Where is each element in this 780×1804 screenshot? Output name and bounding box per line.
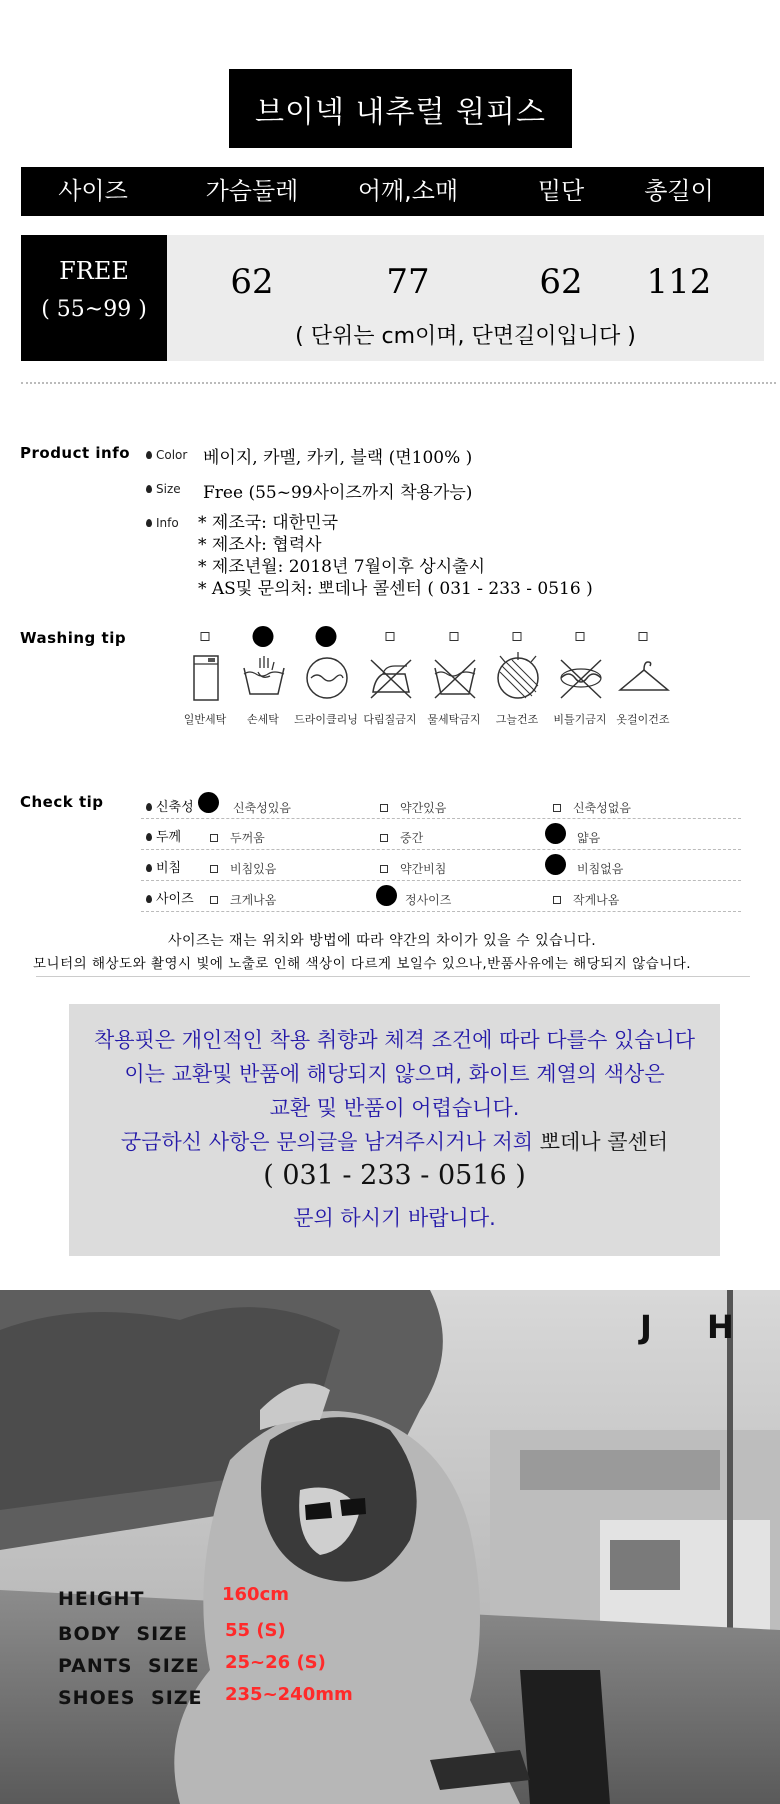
unchecked-box (576, 632, 585, 641)
check-option: 두꺼움 (210, 829, 265, 846)
drop-icon (146, 519, 152, 527)
wash-label: 일반세탁 (183, 713, 227, 726)
unchecked-box (513, 632, 522, 641)
brand-mark: J H (640, 1308, 756, 1346)
check-key-sheerness: 비침 (146, 857, 181, 876)
unchecked-box (553, 804, 561, 812)
drop-icon (146, 803, 152, 811)
selected-dot (198, 792, 219, 813)
header-total-length: 총길이 (644, 177, 714, 205)
info-line-maker: * 제조사: 협력사 (198, 535, 322, 555)
size-values-row (21, 260, 764, 304)
wash-label: 다림질금지 (363, 713, 417, 726)
unchecked-box (553, 896, 561, 904)
hanger-dry-icon (618, 652, 670, 704)
notice-line-2: 이는 교환및 반품에 해당되지 않으며, 화이트 계열의 색상은 (124, 1062, 665, 1086)
check-tip-label: Check tip (20, 793, 104, 811)
check-key-thickness: 두께 (146, 826, 181, 845)
check-option: 크게나옴 (210, 891, 276, 908)
shade-dry-icon (492, 652, 544, 704)
wash-label: 비틀기금지 (553, 713, 607, 726)
info-key: Info (146, 516, 179, 530)
checked-dot (316, 626, 337, 647)
shoes-size-label: SHOES SIZE (58, 1687, 203, 1709)
unchecked-box (210, 896, 218, 904)
drop-icon (146, 833, 152, 841)
check-option: 비침없음 (577, 862, 624, 876)
selected-dot (376, 885, 397, 906)
wash-label: 물세탁금지 (427, 713, 481, 726)
size-range: ( 55~99 ) (41, 297, 147, 322)
body-size-label: BODY SIZE (58, 1623, 188, 1645)
check-option: 정사이즈 (405, 893, 452, 907)
product-title: 브이넥 내추럴 원피스 (229, 69, 572, 148)
row-divider (141, 880, 741, 881)
header-hem: 밑단 (537, 177, 585, 205)
color-value: 베이지, 카멜, 카키, 블랙 (면100% ) (203, 448, 473, 468)
size-name: FREE (59, 257, 129, 285)
unchecked-box (639, 632, 648, 641)
selected-dot (545, 854, 566, 875)
notice-box (69, 1004, 720, 1256)
size-value: Free (55~99사이즈까지 착용가능) (203, 483, 473, 503)
check-option: 약간있음 (380, 799, 446, 816)
note-divider (36, 976, 750, 977)
row-divider (141, 818, 741, 819)
notice-line-5: 문의 하시기 바랍니다. (293, 1206, 496, 1230)
info-line-country: * 제조국: 대한민국 (198, 513, 338, 533)
check-option: 신축성있음 (233, 801, 291, 815)
wash-label: 손세탁 (247, 713, 279, 726)
unchecked-box (450, 632, 459, 641)
drop-icon (146, 485, 152, 493)
check-option: 약간비침 (380, 860, 446, 877)
hand-wash-icon (238, 652, 290, 704)
info-line-as: * AS및 문의처: 뽀데나 콜센터 ( 031 - 233 - 0516 ) (198, 579, 593, 599)
no-wring-icon (555, 652, 607, 704)
check-option: 신축성없음 (553, 799, 631, 816)
unchecked-box (210, 834, 218, 842)
drop-icon (146, 864, 152, 872)
unchecked-box (380, 865, 388, 873)
info-line-date: * 제조년월: 2018년 7월이후 상시출시 (198, 557, 485, 577)
check-key-size: 사이즈 (146, 888, 194, 907)
size-note: 사이즈는 재는 위치와 방법에 따라 약간의 차이가 있을 수 있습니다. (168, 933, 597, 949)
washing-tip-label: Washing tip (20, 629, 127, 647)
wash-label: 그늘건조 (495, 713, 539, 726)
pants-size-label: PANTS SIZE (58, 1655, 200, 1677)
checked-dot (253, 626, 274, 647)
wash-label: 드라이클리닝 (294, 713, 358, 726)
unchecked-box (201, 632, 210, 641)
notice-line-3: 교환 및 반품이 어렵습니다. (269, 1096, 520, 1120)
color-key: Color (146, 448, 187, 462)
value-chest: 62 (230, 262, 274, 302)
wash-label: 옷걸이건조 (616, 713, 670, 726)
unit-note: ( 단위는 cm이며, 단면길이입니다 ) (295, 324, 636, 349)
no-iron-icon (365, 652, 417, 704)
header-chest: 가슴둘레 (205, 177, 299, 205)
height-label: HEIGHT (58, 1588, 145, 1610)
value-shoulder-sleeve: 77 (386, 262, 430, 302)
product-info-label: Product info (20, 444, 131, 462)
header-size: 사이즈 (58, 177, 128, 205)
dry-clean-icon (301, 652, 353, 704)
header-shoulder-sleeve: 어깨,소매 (357, 177, 459, 205)
height-value: 160cm (222, 1584, 289, 1605)
value-hem: 62 (539, 262, 583, 302)
row-divider (141, 911, 741, 912)
size-table-header (21, 167, 764, 216)
size-key: Size (146, 482, 181, 496)
check-option: 비침있음 (210, 860, 276, 877)
drop-icon (146, 895, 152, 903)
value-total-length: 112 (646, 262, 712, 302)
pants-size-value: 25~26 (S) (225, 1652, 326, 1673)
notice-line-1: 착용핏은 개인적인 착용 취향과 체격 조건에 따라 다를수 있습니다 (93, 1028, 696, 1052)
section-divider (21, 382, 776, 384)
unchecked-box (380, 804, 388, 812)
check-key-elasticity: 신축성 (146, 796, 194, 815)
notice-line-4: 궁금하신 사항은 문의글을 남겨주시거나 저희 뽀데나 콜센터 (120, 1130, 669, 1154)
drop-icon (146, 451, 152, 459)
unchecked-box (386, 632, 395, 641)
unchecked-box (210, 865, 218, 873)
model-photo (0, 1290, 780, 1804)
check-option: 얇음 (577, 831, 601, 845)
washing-machine-icon (180, 652, 232, 704)
check-option: 작게나옴 (553, 891, 619, 908)
check-option: 중간 (380, 829, 423, 846)
row-divider (141, 849, 741, 850)
color-note: 모니터의 해상도와 촬영시 빛에 노출로 인해 색상이 다르게 보일수 있으나,반품사유에는 해당되지 않습니다. (33, 956, 692, 972)
selected-dot (545, 823, 566, 844)
no-water-wash-icon (429, 652, 481, 704)
model-photo-image (0, 1290, 780, 1804)
shoes-size-value: 235~240mm (225, 1684, 353, 1705)
body-size-value: 55 (S) (225, 1620, 286, 1641)
unchecked-box (380, 834, 388, 842)
notice-phone: ( 031 - 233 - 0516 ) (263, 1160, 526, 1191)
